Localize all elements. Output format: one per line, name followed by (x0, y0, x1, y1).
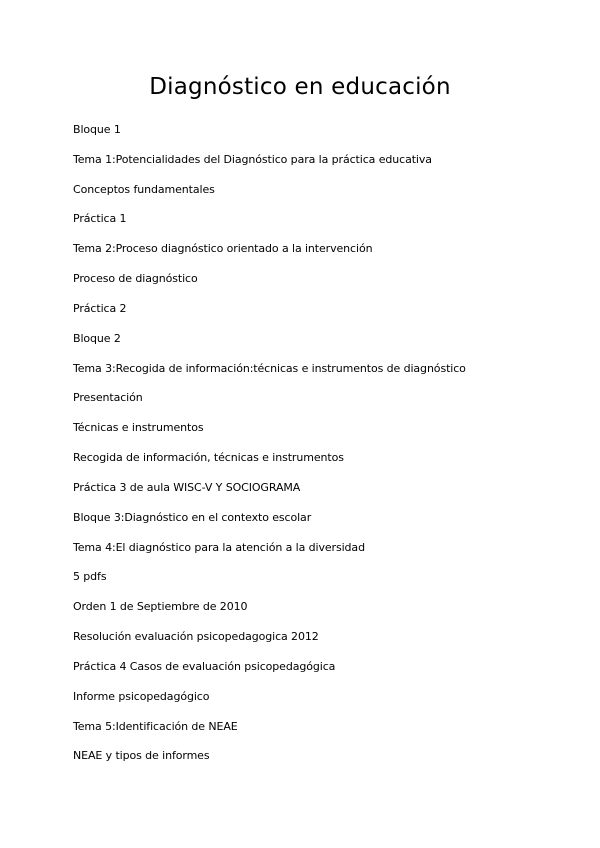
page-title: Diagnóstico en educación (149, 74, 451, 100)
list-item: Tema 4:El diagnóstico para la atención a la diversidad (73, 540, 365, 554)
list-item: Conceptos fundamentales (73, 182, 215, 196)
list-item: Bloque 1 (73, 123, 121, 136)
list-item: Tema 1:Potencialidades del Diagnóstico para la práctica educativa (73, 152, 432, 166)
list-item: Bloque 2 (73, 331, 121, 345)
list-item: Tema 2:Proceso diagnóstico orientado a la intervención (73, 242, 373, 256)
list-item: Práctica 3 de aula WISC-V Y SOCIOGRAMA (73, 480, 301, 494)
list-item: NEAE y tipos de informes (73, 749, 210, 763)
list-item: Proceso de diagnóstico (73, 272, 198, 286)
list-item: Técnicas e instrumentos (73, 421, 204, 435)
list-item: Práctica 1 (73, 212, 127, 226)
list-item: Tema 5:Identificación de NEAE (73, 719, 238, 733)
content-list (73, 122, 466, 778)
list-item: Bloque 3:Diagnóstico en el contexto escolar (73, 510, 312, 524)
list-item: Orden 1 de Septiembre de 2010 (73, 600, 248, 614)
list-item: Tema 3:Recogida de información:técnicas e instrumentos de diagnóstico (73, 361, 466, 375)
list-item: 5 pdfs (73, 570, 107, 584)
list-item: Informe psicopedagógico (73, 689, 210, 703)
list-item: Recogida de información, técnicas e instrumentos (73, 451, 344, 465)
list-item: Presentación (73, 391, 143, 405)
list-item: Práctica 2 (73, 301, 127, 315)
list-item: Práctica 4 Casos de evaluación psicopedagógica (73, 659, 336, 673)
list-item: Resolución evaluación psicopedagogica 2012 (73, 630, 319, 644)
